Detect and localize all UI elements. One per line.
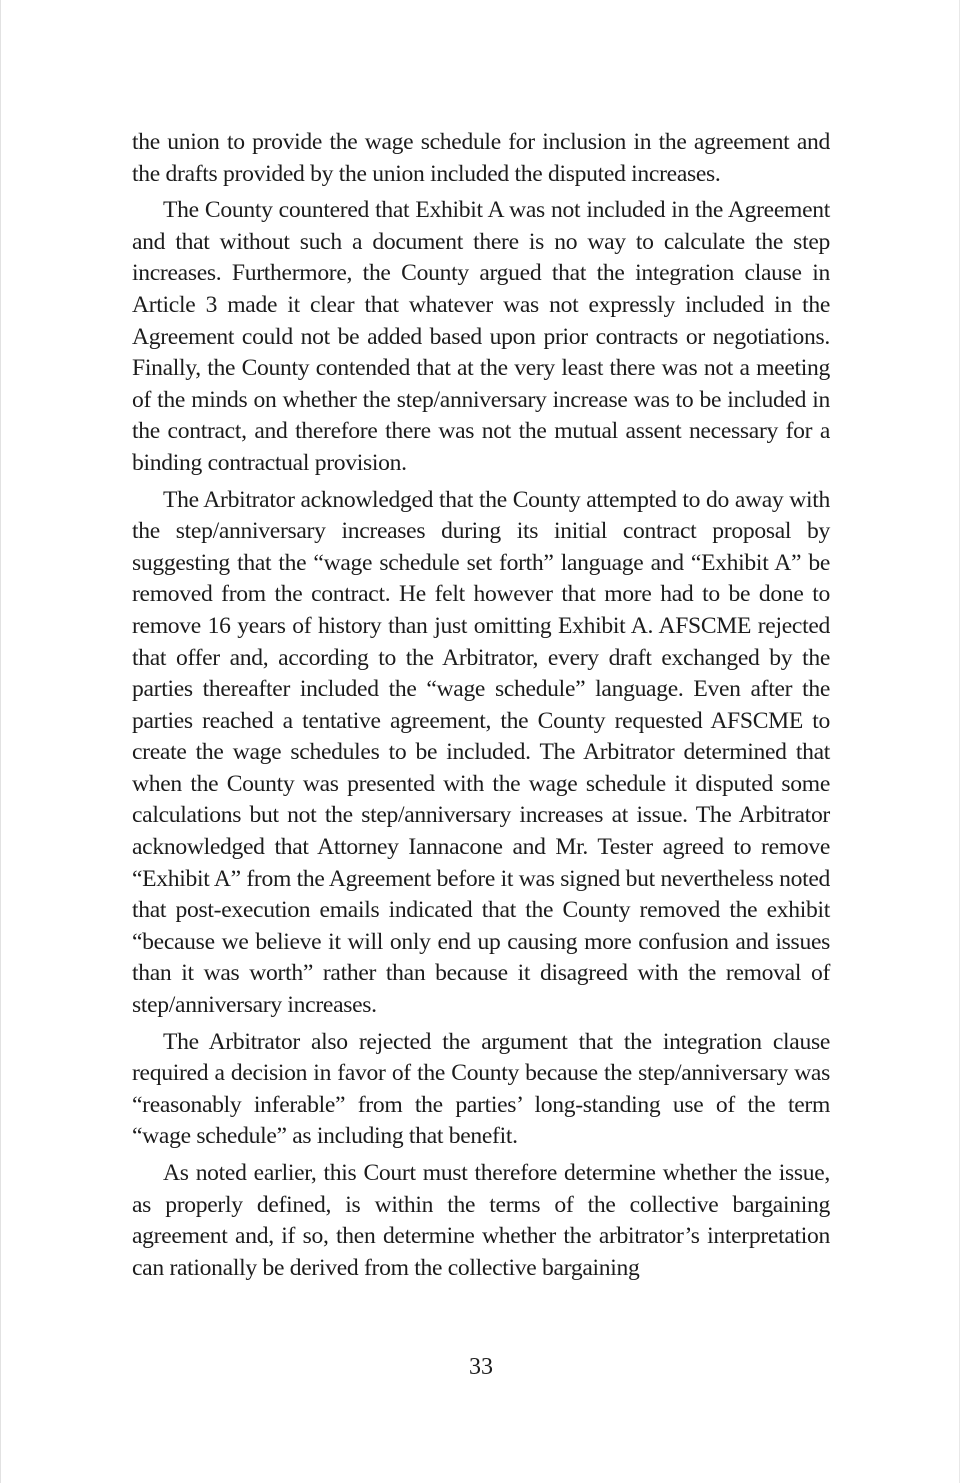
body-text <box>132 127 830 1289</box>
paragraph-arbitrator-acknowledged: The Arbitrator acknowledged that the County attempted to do away with the step/anniversary increases during its initial contract proposal by suggesting that the “wage schedule set forth” language and “Exhibit A” be removed from the contract. He felt however that more had to be done to remove 16 years of history than just omitting Exhibit A. AFSCME rejected that offer and, according to the Arbitrator, every draft exchanged by the parties thereafter included the “wage schedule” language. Even after the parties reached a tentative agreement, the County requested AFSCME to create the wage schedules to be included. The Arbitrator determined that when the County was presented with the wage schedule it disputed some calculations but not the step/anniversary increases at issue. The Arbitrator acknowledged that Attorney Iannacone and Mr. Tester agreed to remove “Exhibit A” from the Agreement before it was signed but nevertheless noted that post-execution emails indicated that the County removed the exhibit “because we believe it will only end up causing more confusion and issues than it was worth” rather than because it disagreed with the removal of step/anniversary increases. <box>132 486 830 1019</box>
paragraph-integration-clause: The Arbitrator also rejected the argument that the integration clause required a decision in favor of the County because the step/anniversary was “reasonably inferable” from the parties’ long-standing use of the term “wage schedule” as including that benefit. <box>132 1028 830 1150</box>
paragraph-court-determination: As noted earlier, this Court must therefore determine whether the issue, as properly defined, is within the terms of the collective bargaining agreement and, if so, then determine whether the arbitrator’s interpretation can rationally be derived from the collective bargaining <box>132 1160 830 1281</box>
paragraph-county-counter: The County countered that Exhibit A was not included in the Agreement and that without such a document there is no way to calculate the step increases. Furthermore, the County argued that the integration clause in Article 3 made it clear that whatever was not expressly included in the Agreement could not be added based upon prior contracts or negotiations. Finally, the County contended that at the very least there was not a meeting of the minds on whether the step/anniversary increase was to be included in the contract, and therefore there was not the mutual assent necessary for a binding contractual provision. <box>132 197 830 476</box>
page-number: 33 <box>469 1354 493 1380</box>
paragraph-continuation: the union to provide the wage schedule for inclusion in the agreement and the drafts provided by the union included the disputed increases. <box>132 129 830 187</box>
